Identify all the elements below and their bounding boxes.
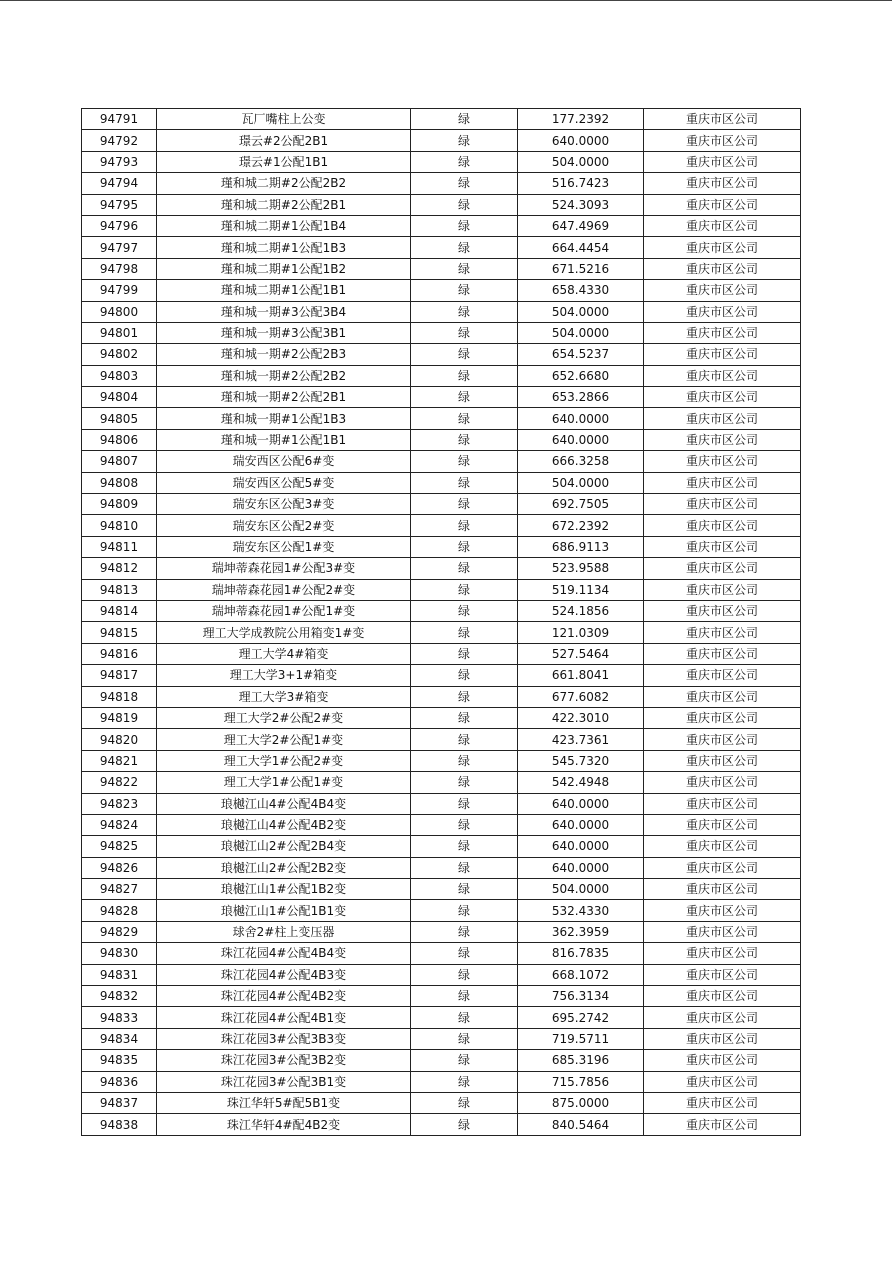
table-row [82,921,801,942]
cell-value: 423.7361 [518,729,644,750]
table-row [82,900,801,921]
data-table [81,108,801,1136]
cell-value: 672.2392 [518,515,644,536]
cell-name: 珠江花园4#公配4B1变 [157,1007,411,1028]
cell-name: 瑾和城一期#2公配2B2 [157,365,411,386]
cell-company: 重庆市区公司 [644,237,801,258]
table-row [82,109,801,130]
cell-name: 瑞安东区公配1#变 [157,536,411,557]
cell-name: 瑾和城一期#1公配1B3 [157,408,411,429]
cell-name: 瑞坤蒂森花园1#公配3#变 [157,558,411,579]
cell-company: 重庆市区公司 [644,258,801,279]
cell-id: 94822 [82,772,157,793]
cell-id: 94809 [82,494,157,515]
cell-id: 94803 [82,365,157,386]
table-row [82,836,801,857]
cell-id: 94795 [82,194,157,215]
table-row [82,1092,801,1113]
cell-company: 重庆市区公司 [644,1028,801,1049]
cell-status: 绿 [411,1028,518,1049]
cell-company: 重庆市区公司 [644,1050,801,1071]
cell-id: 94813 [82,579,157,600]
table-row [82,772,801,793]
cell-value: 695.2742 [518,1007,644,1028]
cell-name: 理工大学1#公配1#变 [157,772,411,793]
cell-status: 绿 [411,258,518,279]
table-row [82,237,801,258]
cell-id: 94798 [82,258,157,279]
table-row [82,173,801,194]
table-row [82,686,801,707]
cell-status: 绿 [411,729,518,750]
cell-name: 瑞安西区公配6#变 [157,451,411,472]
cell-status: 绿 [411,793,518,814]
table-row [82,857,801,878]
table-body [82,109,801,1136]
cell-name: 理工大学4#箱变 [157,643,411,664]
cell-value: 840.5464 [518,1114,644,1135]
cell-value: 504.0000 [518,151,644,172]
cell-id: 94801 [82,322,157,343]
cell-name: 瑾和城一期#1公配1B1 [157,429,411,450]
cell-status: 绿 [411,451,518,472]
cell-id: 94806 [82,429,157,450]
cell-id: 94815 [82,622,157,643]
cell-value: 640.0000 [518,814,644,835]
cell-id: 94832 [82,986,157,1007]
cell-company: 重庆市区公司 [644,793,801,814]
cell-status: 绿 [411,429,518,450]
cell-value: 527.5464 [518,643,644,664]
cell-status: 绿 [411,665,518,686]
cell-status: 绿 [411,515,518,536]
cell-company: 重庆市区公司 [644,986,801,1007]
cell-status: 绿 [411,707,518,728]
cell-id: 94799 [82,280,157,301]
cell-id: 94836 [82,1071,157,1092]
cell-status: 绿 [411,1114,518,1135]
cell-value: 640.0000 [518,130,644,151]
cell-company: 重庆市区公司 [644,387,801,408]
cell-company: 重庆市区公司 [644,921,801,942]
cell-id: 94802 [82,344,157,365]
cell-company: 重庆市区公司 [644,707,801,728]
cell-value: 654.5237 [518,344,644,365]
cell-value: 516.7423 [518,173,644,194]
cell-status: 绿 [411,579,518,600]
cell-status: 绿 [411,943,518,964]
cell-name: 瑾和城一期#3公配3B1 [157,322,411,343]
table-row [82,986,801,1007]
cell-company: 重庆市区公司 [644,472,801,493]
table-row [82,130,801,151]
cell-name: 瑾和城一期#3公配3B4 [157,301,411,322]
cell-company: 重庆市区公司 [644,494,801,515]
table-row [82,344,801,365]
cell-value: 519.1134 [518,579,644,600]
cell-status: 绿 [411,558,518,579]
cell-id: 94823 [82,793,157,814]
cell-value: 640.0000 [518,408,644,429]
cell-company: 重庆市区公司 [644,1114,801,1135]
cell-name: 瑞安东区公配3#变 [157,494,411,515]
cell-id: 94807 [82,451,157,472]
cell-value: 664.4454 [518,237,644,258]
table-row [82,1007,801,1028]
cell-company: 重庆市区公司 [644,836,801,857]
cell-name: 琅樾江山1#公配1B2变 [157,879,411,900]
cell-name: 琅樾江山4#公配4B2变 [157,814,411,835]
cell-company: 重庆市区公司 [644,1071,801,1092]
table-row [82,665,801,686]
cell-status: 绿 [411,173,518,194]
cell-name: 珠江花园3#公配3B1变 [157,1071,411,1092]
cell-value: 653.2866 [518,387,644,408]
cell-value: 875.0000 [518,1092,644,1113]
page-top-border [0,0,892,1]
cell-value: 668.1072 [518,964,644,985]
table-row [82,494,801,515]
cell-id: 94816 [82,643,157,664]
cell-name: 琅樾江山4#公配4B4变 [157,793,411,814]
cell-company: 重庆市区公司 [644,365,801,386]
cell-status: 绿 [411,900,518,921]
cell-id: 94804 [82,387,157,408]
cell-status: 绿 [411,1092,518,1113]
cell-id: 94817 [82,665,157,686]
cell-status: 绿 [411,836,518,857]
cell-value: 524.1856 [518,600,644,621]
cell-company: 重庆市区公司 [644,151,801,172]
cell-value: 504.0000 [518,301,644,322]
cell-id: 94834 [82,1028,157,1049]
cell-value: 658.4330 [518,280,644,301]
cell-value: 692.7505 [518,494,644,515]
cell-value: 640.0000 [518,429,644,450]
cell-id: 94810 [82,515,157,536]
cell-value: 524.3093 [518,194,644,215]
cell-id: 94833 [82,1007,157,1028]
cell-status: 绿 [411,237,518,258]
table-row [82,151,801,172]
cell-value: 756.3134 [518,986,644,1007]
cell-company: 重庆市区公司 [644,408,801,429]
cell-id: 94796 [82,215,157,236]
cell-name: 瑾和城一期#2公配2B1 [157,387,411,408]
cell-company: 重庆市区公司 [644,451,801,472]
cell-company: 重庆市区公司 [644,943,801,964]
cell-company: 重庆市区公司 [644,280,801,301]
cell-value: 661.8041 [518,665,644,686]
cell-status: 绿 [411,986,518,1007]
cell-name: 珠江花园3#公配3B2变 [157,1050,411,1071]
cell-name: 琅樾江山2#公配2B2变 [157,857,411,878]
table-row [82,258,801,279]
cell-name: 瑾和城二期#1公配1B1 [157,280,411,301]
cell-company: 重庆市区公司 [644,750,801,771]
cell-id: 94838 [82,1114,157,1135]
cell-name: 瓦厂嘴柱上公变 [157,109,411,130]
cell-company: 重庆市区公司 [644,665,801,686]
cell-status: 绿 [411,1071,518,1092]
cell-name: 瑾和城一期#2公配2B3 [157,344,411,365]
cell-status: 绿 [411,686,518,707]
cell-status: 绿 [411,494,518,515]
cell-value: 504.0000 [518,322,644,343]
cell-name: 珠江花园4#公配4B4变 [157,943,411,964]
table-row [82,1071,801,1092]
cell-status: 绿 [411,408,518,429]
cell-company: 重庆市区公司 [644,536,801,557]
cell-id: 94831 [82,964,157,985]
cell-company: 重庆市区公司 [644,109,801,130]
cell-company: 重庆市区公司 [644,1007,801,1028]
cell-value: 685.3196 [518,1050,644,1071]
cell-value: 652.6680 [518,365,644,386]
table-row [82,515,801,536]
cell-status: 绿 [411,280,518,301]
cell-value: 640.0000 [518,793,644,814]
cell-id: 94837 [82,1092,157,1113]
cell-status: 绿 [411,322,518,343]
cell-name: 琅樾江山2#公配2B4变 [157,836,411,857]
cell-company: 重庆市区公司 [644,215,801,236]
cell-value: 640.0000 [518,836,644,857]
table-row [82,814,801,835]
cell-name: 瑞坤蒂森花园1#公配1#变 [157,600,411,621]
cell-value: 715.7856 [518,1071,644,1092]
cell-company: 重庆市区公司 [644,130,801,151]
cell-name: 瑞安西区公配5#变 [157,472,411,493]
cell-value: 362.3959 [518,921,644,942]
cell-id: 94827 [82,879,157,900]
cell-company: 重庆市区公司 [644,579,801,600]
cell-id: 94825 [82,836,157,857]
cell-company: 重庆市区公司 [644,964,801,985]
cell-id: 94826 [82,857,157,878]
cell-value: 677.6082 [518,686,644,707]
cell-company: 重庆市区公司 [644,600,801,621]
cell-company: 重庆市区公司 [644,814,801,835]
cell-name: 理工大学2#公配2#变 [157,707,411,728]
cell-name: 理工大学3+1#箱变 [157,665,411,686]
cell-value: 666.3258 [518,451,644,472]
table-row [82,558,801,579]
cell-company: 重庆市区公司 [644,173,801,194]
cell-status: 绿 [411,750,518,771]
cell-value: 647.4969 [518,215,644,236]
cell-name: 理工大学3#箱变 [157,686,411,707]
cell-company: 重庆市区公司 [644,515,801,536]
cell-company: 重庆市区公司 [644,879,801,900]
cell-status: 绿 [411,344,518,365]
cell-value: 532.4330 [518,900,644,921]
table-row [82,622,801,643]
cell-name: 璟云#2公配2B1 [157,130,411,151]
cell-name: 瑞坤蒂森花园1#公配2#变 [157,579,411,600]
table-row [82,879,801,900]
cell-value: 177.2392 [518,109,644,130]
cell-company: 重庆市区公司 [644,686,801,707]
cell-value: 542.4948 [518,772,644,793]
cell-value: 816.7835 [518,943,644,964]
cell-company: 重庆市区公司 [644,558,801,579]
cell-name: 瑾和城二期#1公配1B2 [157,258,411,279]
cell-name: 理工大学1#公配2#变 [157,750,411,771]
cell-id: 94821 [82,750,157,771]
cell-company: 重庆市区公司 [644,301,801,322]
cell-status: 绿 [411,215,518,236]
cell-name: 理工大学2#公配1#变 [157,729,411,750]
cell-status: 绿 [411,622,518,643]
cell-status: 绿 [411,879,518,900]
cell-name: 瑾和城二期#2公配2B1 [157,194,411,215]
cell-value: 671.5216 [518,258,644,279]
table-row [82,707,801,728]
table-row [82,793,801,814]
cell-value: 121.0309 [518,622,644,643]
cell-status: 绿 [411,1007,518,1028]
cell-status: 绿 [411,301,518,322]
cell-status: 绿 [411,365,518,386]
table-row [82,643,801,664]
cell-company: 重庆市区公司 [644,1092,801,1113]
cell-company: 重庆市区公司 [644,772,801,793]
cell-name: 璟云#1公配1B1 [157,151,411,172]
table-row [82,729,801,750]
cell-status: 绿 [411,600,518,621]
table-row [82,301,801,322]
table-row [82,579,801,600]
cell-id: 94820 [82,729,157,750]
cell-value: 719.5711 [518,1028,644,1049]
cell-company: 重庆市区公司 [644,429,801,450]
cell-id: 94791 [82,109,157,130]
table-row [82,451,801,472]
cell-id: 94800 [82,301,157,322]
table-row [82,215,801,236]
cell-id: 94828 [82,900,157,921]
cell-name: 珠江花园4#公配4B2变 [157,986,411,1007]
cell-company: 重庆市区公司 [644,857,801,878]
cell-name: 瑞安东区公配2#变 [157,515,411,536]
cell-status: 绿 [411,643,518,664]
cell-company: 重庆市区公司 [644,194,801,215]
cell-company: 重庆市区公司 [644,729,801,750]
cell-status: 绿 [411,194,518,215]
cell-value: 545.7320 [518,750,644,771]
cell-id: 94811 [82,536,157,557]
table-row [82,536,801,557]
cell-company: 重庆市区公司 [644,322,801,343]
cell-status: 绿 [411,1050,518,1071]
cell-status: 绿 [411,814,518,835]
cell-company: 重庆市区公司 [644,622,801,643]
table-row [82,943,801,964]
cell-name: 珠江花园3#公配3B3变 [157,1028,411,1049]
cell-status: 绿 [411,536,518,557]
cell-value: 422.3010 [518,707,644,728]
cell-status: 绿 [411,387,518,408]
cell-name: 瑾和城二期#1公配1B3 [157,237,411,258]
cell-id: 94808 [82,472,157,493]
table-row [82,387,801,408]
cell-status: 绿 [411,151,518,172]
cell-company: 重庆市区公司 [644,643,801,664]
cell-name: 珠江华轩4#配4B2变 [157,1114,411,1135]
table-row [82,408,801,429]
cell-value: 686.9113 [518,536,644,557]
cell-name: 瑾和城二期#2公配2B2 [157,173,411,194]
cell-status: 绿 [411,472,518,493]
table-row [82,600,801,621]
cell-status: 绿 [411,130,518,151]
cell-name: 珠江花园4#公配4B3变 [157,964,411,985]
cell-name: 瑾和城二期#1公配1B4 [157,215,411,236]
cell-id: 94797 [82,237,157,258]
cell-status: 绿 [411,921,518,942]
table-row [82,1050,801,1071]
cell-value: 640.0000 [518,857,644,878]
table-row [82,750,801,771]
table-row [82,1028,801,1049]
cell-id: 94829 [82,921,157,942]
cell-id: 94805 [82,408,157,429]
cell-id: 94812 [82,558,157,579]
cell-name: 琅樾江山1#公配1B1变 [157,900,411,921]
cell-value: 504.0000 [518,472,644,493]
cell-status: 绿 [411,772,518,793]
cell-name: 理工大学成教院公用箱变1#变 [157,622,411,643]
cell-id: 94819 [82,707,157,728]
cell-company: 重庆市区公司 [644,344,801,365]
cell-status: 绿 [411,857,518,878]
cell-id: 94793 [82,151,157,172]
table-row [82,1114,801,1135]
cell-name: 珠江华轩5#配5B1变 [157,1092,411,1113]
cell-id: 94818 [82,686,157,707]
cell-id: 94835 [82,1050,157,1071]
table-row [82,472,801,493]
cell-id: 94824 [82,814,157,835]
cell-status: 绿 [411,964,518,985]
table-row [82,429,801,450]
cell-name: 球舍2#柱上变压器 [157,921,411,942]
table-row [82,964,801,985]
cell-id: 94792 [82,130,157,151]
table-row [82,365,801,386]
cell-company: 重庆市区公司 [644,900,801,921]
table-row [82,280,801,301]
cell-id: 94830 [82,943,157,964]
cell-value: 523.9588 [518,558,644,579]
table-row [82,194,801,215]
table-row [82,322,801,343]
cell-id: 94794 [82,173,157,194]
cell-value: 504.0000 [518,879,644,900]
cell-status: 绿 [411,109,518,130]
cell-id: 94814 [82,600,157,621]
